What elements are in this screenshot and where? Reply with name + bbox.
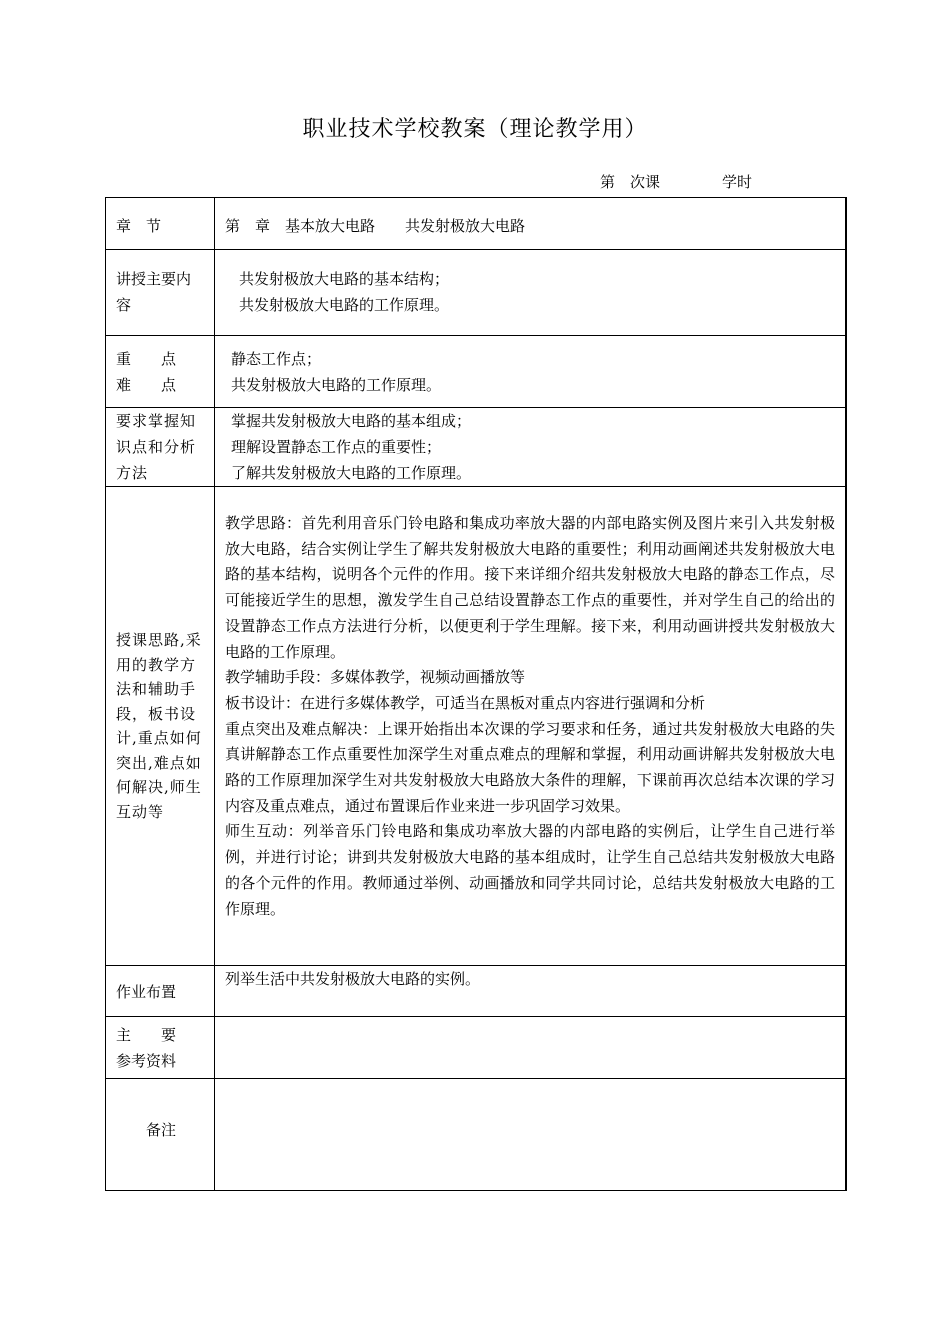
method-label-line3: 法和辅助手	[116, 680, 197, 698]
main-content-label-line2: 容	[116, 296, 132, 314]
row-main-content	[106, 250, 847, 336]
row-remarks	[106, 1079, 847, 1191]
requirement-item-2: 理解设置静态工作点的重要性；	[231, 438, 442, 456]
key-point-item-1: 静态工作点；	[231, 350, 322, 368]
main-content-label-line1: 讲授主要内	[116, 270, 192, 288]
chapter-label-cell	[106, 198, 215, 250]
method-key-difficulties: 重点突出及难点解决：上课开始指出本次课的学习要求和任务，通过共发射极放大电路的失真讲解静态工作点重要性加深学生对重点难点的理解和掌握，利用动画讲解共发射极放大电路的工作原理加深学生对共发射极放大电路放大条件的理解，下课前再次总结本次课的学习内容及重点难点，通过布置课后作业来进一步巩固学习效果。	[225, 719, 835, 815]
remarks-cell	[215, 1079, 847, 1191]
main-content-cell	[215, 250, 847, 336]
method-label-line2: 用的教学方	[116, 655, 197, 674]
row-key-points	[106, 336, 847, 408]
key-points-label-line1: 重 点	[116, 350, 177, 368]
homework-label-cell	[106, 966, 215, 1017]
method-blackboard-design: 板书设计：在进行多媒体教学，可适当在黑板对重点内容进行强调和分析	[225, 693, 706, 712]
row-requirements	[106, 408, 847, 487]
method-label-cell	[106, 487, 215, 966]
references-label-line1: 主 要	[116, 1026, 177, 1044]
row-chapter	[106, 198, 847, 250]
key-points-cell	[215, 336, 847, 408]
references-label-cell	[106, 1017, 215, 1079]
requirement-item-1: 掌握共发射极放大电路的基本组成；	[231, 412, 472, 430]
row-method	[106, 487, 847, 966]
method-label-line8: 互动等	[116, 802, 165, 821]
chapter-content-cell	[215, 198, 847, 250]
references-label-line2: 参考资料	[116, 1052, 177, 1070]
method-cell	[215, 487, 847, 966]
homework-cell	[215, 966, 847, 1017]
requirements-label-line1: 要求掌握知	[116, 412, 197, 430]
remarks-label-cell	[106, 1079, 215, 1191]
method-label-line6: 突出,难点如	[116, 753, 202, 772]
requirements-label-line2: 识点和分析	[116, 438, 197, 456]
method-label-line1: 授课思路,采	[116, 631, 202, 649]
remarks-label: 备注	[146, 1121, 177, 1139]
main-content-item-1: 共发射极放大电路的基本结构；	[239, 270, 450, 288]
key-point-item-2: 共发射极放大电路的工作原理。	[231, 376, 442, 394]
requirements-cell	[215, 408, 847, 487]
main-content-item-2: 共发射极放大电路的工作原理。	[239, 296, 450, 314]
chapter-content: 第 章 基本放大电路 共发射极放大电路	[225, 217, 526, 235]
lesson-hours: 学时	[722, 173, 753, 191]
requirements-label-cell	[106, 408, 215, 487]
main-content-label-cell	[106, 250, 215, 336]
chapter-label: 章 节	[116, 217, 162, 235]
row-references	[106, 1017, 847, 1079]
row-homework	[106, 966, 847, 1017]
method-teaching-aids: 教学辅助手段：多媒体教学，视频动画播放等	[225, 668, 526, 687]
homework-label: 作业布置	[116, 983, 177, 1001]
lesson-plan-table	[105, 197, 847, 1191]
method-label-line5: 计,重点如何	[116, 729, 202, 747]
method-teaching-approach: 教学思路：首先利用音乐门铃电路和集成功率放大器的内部电路实例及图片来引入共发射极放大电路，结合实例让学生了解共发射极放大电路的重要性；利用动画阐述共发射极放大电路的基本结构，说明各个元件的作用。接下来详细介绍共发射极放大电路的静态工作点，尽可能接近学生的思想，激发学生自己总结设置静态工作点的重要性，并对学生自己的给出的设置静态工作点方法进行分析，以便更利于学生理解。接下来，利用动画讲授共发射极放大电路的工作原理。	[225, 514, 835, 661]
key-points-label-line2: 难 点	[116, 376, 177, 394]
homework-content: 列举生活中共发射极放大电路的实例。	[225, 970, 481, 988]
page-title: 职业技术学校教案（理论教学用）	[302, 117, 648, 142]
requirement-item-3: 了解共发射极放大电路的工作原理。	[231, 464, 472, 482]
lesson-number: 第 次课	[600, 173, 661, 191]
requirements-label-line3: 方法	[116, 464, 149, 482]
method-label-line4: 段，板书设	[116, 704, 197, 723]
references-cell	[215, 1017, 847, 1079]
method-interaction: 师生互动：列举音乐门铃电路和集成功率放大器的内部电路的实例后，让学生自己进行举例，并进行讨论；讲到共发射极放大电路的基本组成时，让学生自己总结共发射极放大电路的各个元件的作用。教师通过举例、动画播放和同学共同讨论，总结共发射极放大电路的工作原理。	[225, 822, 835, 918]
key-points-label-cell	[106, 336, 215, 408]
method-label-line7: 何解决,师生	[116, 778, 202, 796]
